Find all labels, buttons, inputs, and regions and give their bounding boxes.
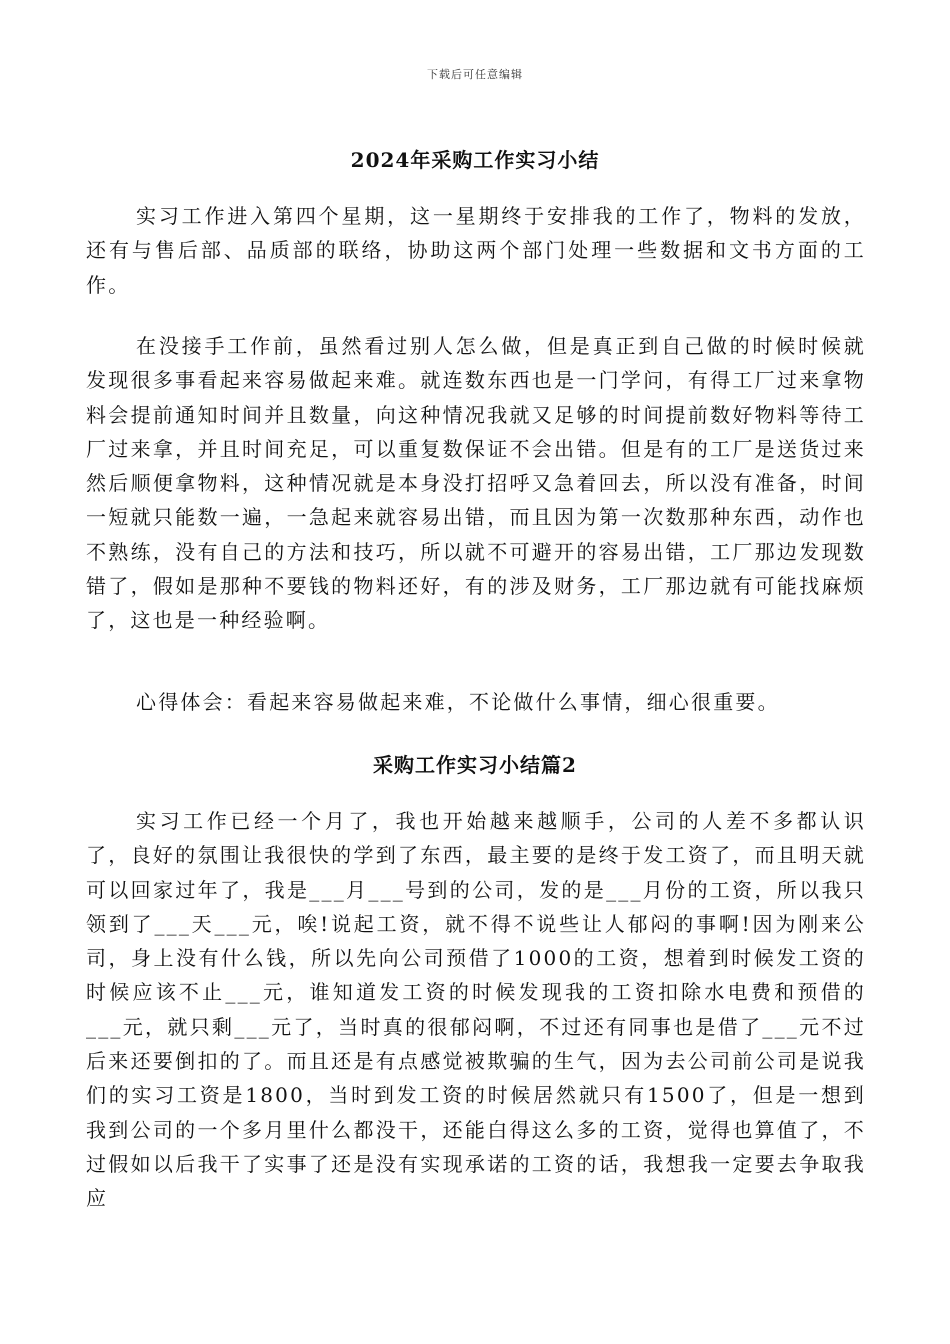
section-title-1: 2024年采购工作实习小结 — [350, 148, 600, 172]
header-note: 下载后可任意编辑 — [427, 68, 523, 81]
paragraph-2: 在没接手工作前，虽然看过别人怎么做，但是真正到自己做的时候时候就发现很多事看起来容易做起来难。就连数东西也是一门学问，有得工厂过来拿物料会提前通知时间并且数量，向这种情况我就又足够的时间提前数好物料等待工厂过来拿，并且时间充足，可以重复数保证不会出错。但是有的工厂是送货过来然后顺便拿物料，这种情况就是本身没打招呼又急着回去，所以没有准备，时间一短就只能数一遍，一急起来就容易出错，而且因为第一次数那种东西，动作也不熟练，没有自己的方法和技巧，所以就不可避开的容易出错，工厂那边发现数错了，假如是那种不要钱的物料还好，有的涉及财务，工厂那边就有可能找麻烦了，这也是一种经验啊。 — [86, 334, 866, 633]
paragraph-4: 实习工作已经一个月了，我也开始越来越顺手，公司的人差不多都认识了，良好的氛围让我很快的学到了东西，最主要的是终于发工资了，而且明天就可以回家过年了，我是___月___号到的公司，发的是___月份的工资，所以我只领到了___天___元，唉!说起工资，就不得不说些让人郁闷的事啊!因为刚来公司，身上没有什么钱，所以先向公司预借了1000的工资，想着到时候发工资的时候应该不止___元，谁知道发工资的时候发现我的工资扣除水电费和预借的 ___元，就只剩___元了，当时真的很郁闷啊，不过还有同事也是借了___元不过后来还要倒扣的了。而且还是有点感觉被欺骗的生气，因为去公司前公司是说我们的实习工资是1800，当时到发工资的时候居然就只有1500了，但是一想到我到公司的一个多月里什么都没干，还能白得这么多的工资，觉得也算值了，不过假如以后我干了实事了还是没有实现承诺的工资的话，我想我一定要去争取我应 — [86, 809, 866, 1211]
paragraph-1: 实习工作进入第四个星期，这一星期终于安排我的工作了，物料的发放，还有与售后部、品质部的联络，协助这两个部门处理一些数据和文书方面的工作。 — [86, 204, 866, 297]
paragraph-insight: 心得体会：看起来容易做起来难，不论做什么事情，细心很重要。 — [136, 690, 780, 714]
section-title-2: 采购工作实习小结篇2 — [373, 753, 577, 777]
